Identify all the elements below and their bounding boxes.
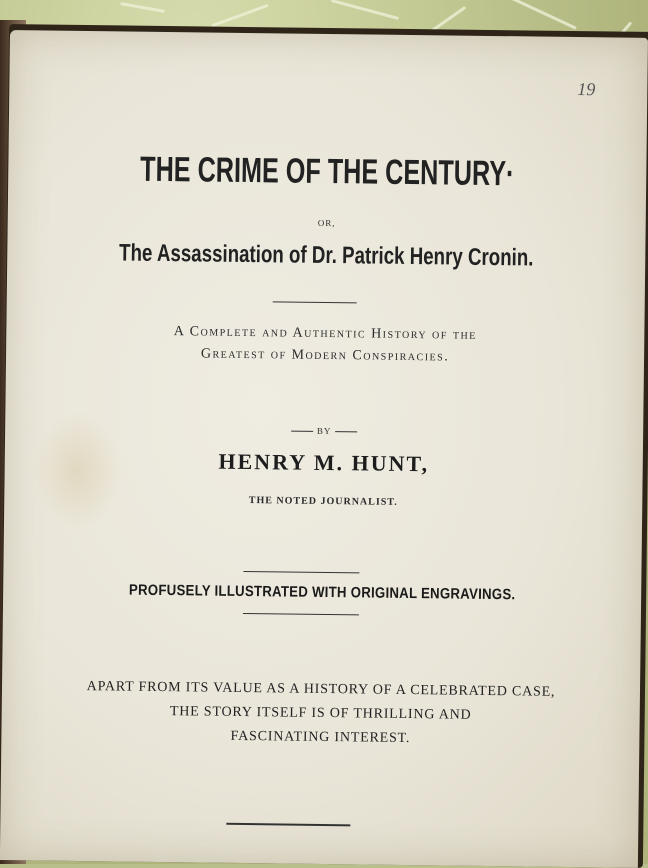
pencil-page-mark: 19 [577,79,596,100]
description-line-2: Greatest of Modern Conspiracies. [200,346,450,365]
illustrated-rule-top [243,571,359,573]
blurb-line-3: FASCINATING INTEREST. [230,728,411,747]
cloth-pattern-stroke [211,4,268,27]
book-subtitle: The Assassination of Dr. Patrick Henry Cronin. [118,239,534,272]
or-label: OR, [317,217,336,229]
by-label: BY [316,425,332,437]
cloth-pattern-stroke [503,0,577,30]
illustrated-rule-bottom [243,613,359,615]
blurb-line-1: APART FROM ITS VALUE AS A HISTORY OF A CELEBRATED CASE, [86,679,556,700]
title-page [0,30,648,868]
subtitle-divider [273,301,357,303]
author-name: HENRY M. HUNT, [218,448,430,477]
cloth-pattern-stroke [120,2,165,13]
illustrated-note: PROFUSELY ILLUSTRATED WITH ORIGINAL ENGRAVINGS. [128,581,516,604]
description-line-1: A Complete and Authentic History of the [173,324,477,343]
by-dash-left [291,431,313,432]
blurb-line-2: THE STORY ITSELF IS OF THRILLING AND [169,704,472,723]
by-dash-right [335,432,357,433]
bottom-rule [226,823,350,827]
cloth-pattern-stroke [331,0,399,20]
author-note: THE NOTED JOURNALIST. [248,495,398,508]
book-title: THE CRIME OF THE CENTURY· [139,149,515,194]
